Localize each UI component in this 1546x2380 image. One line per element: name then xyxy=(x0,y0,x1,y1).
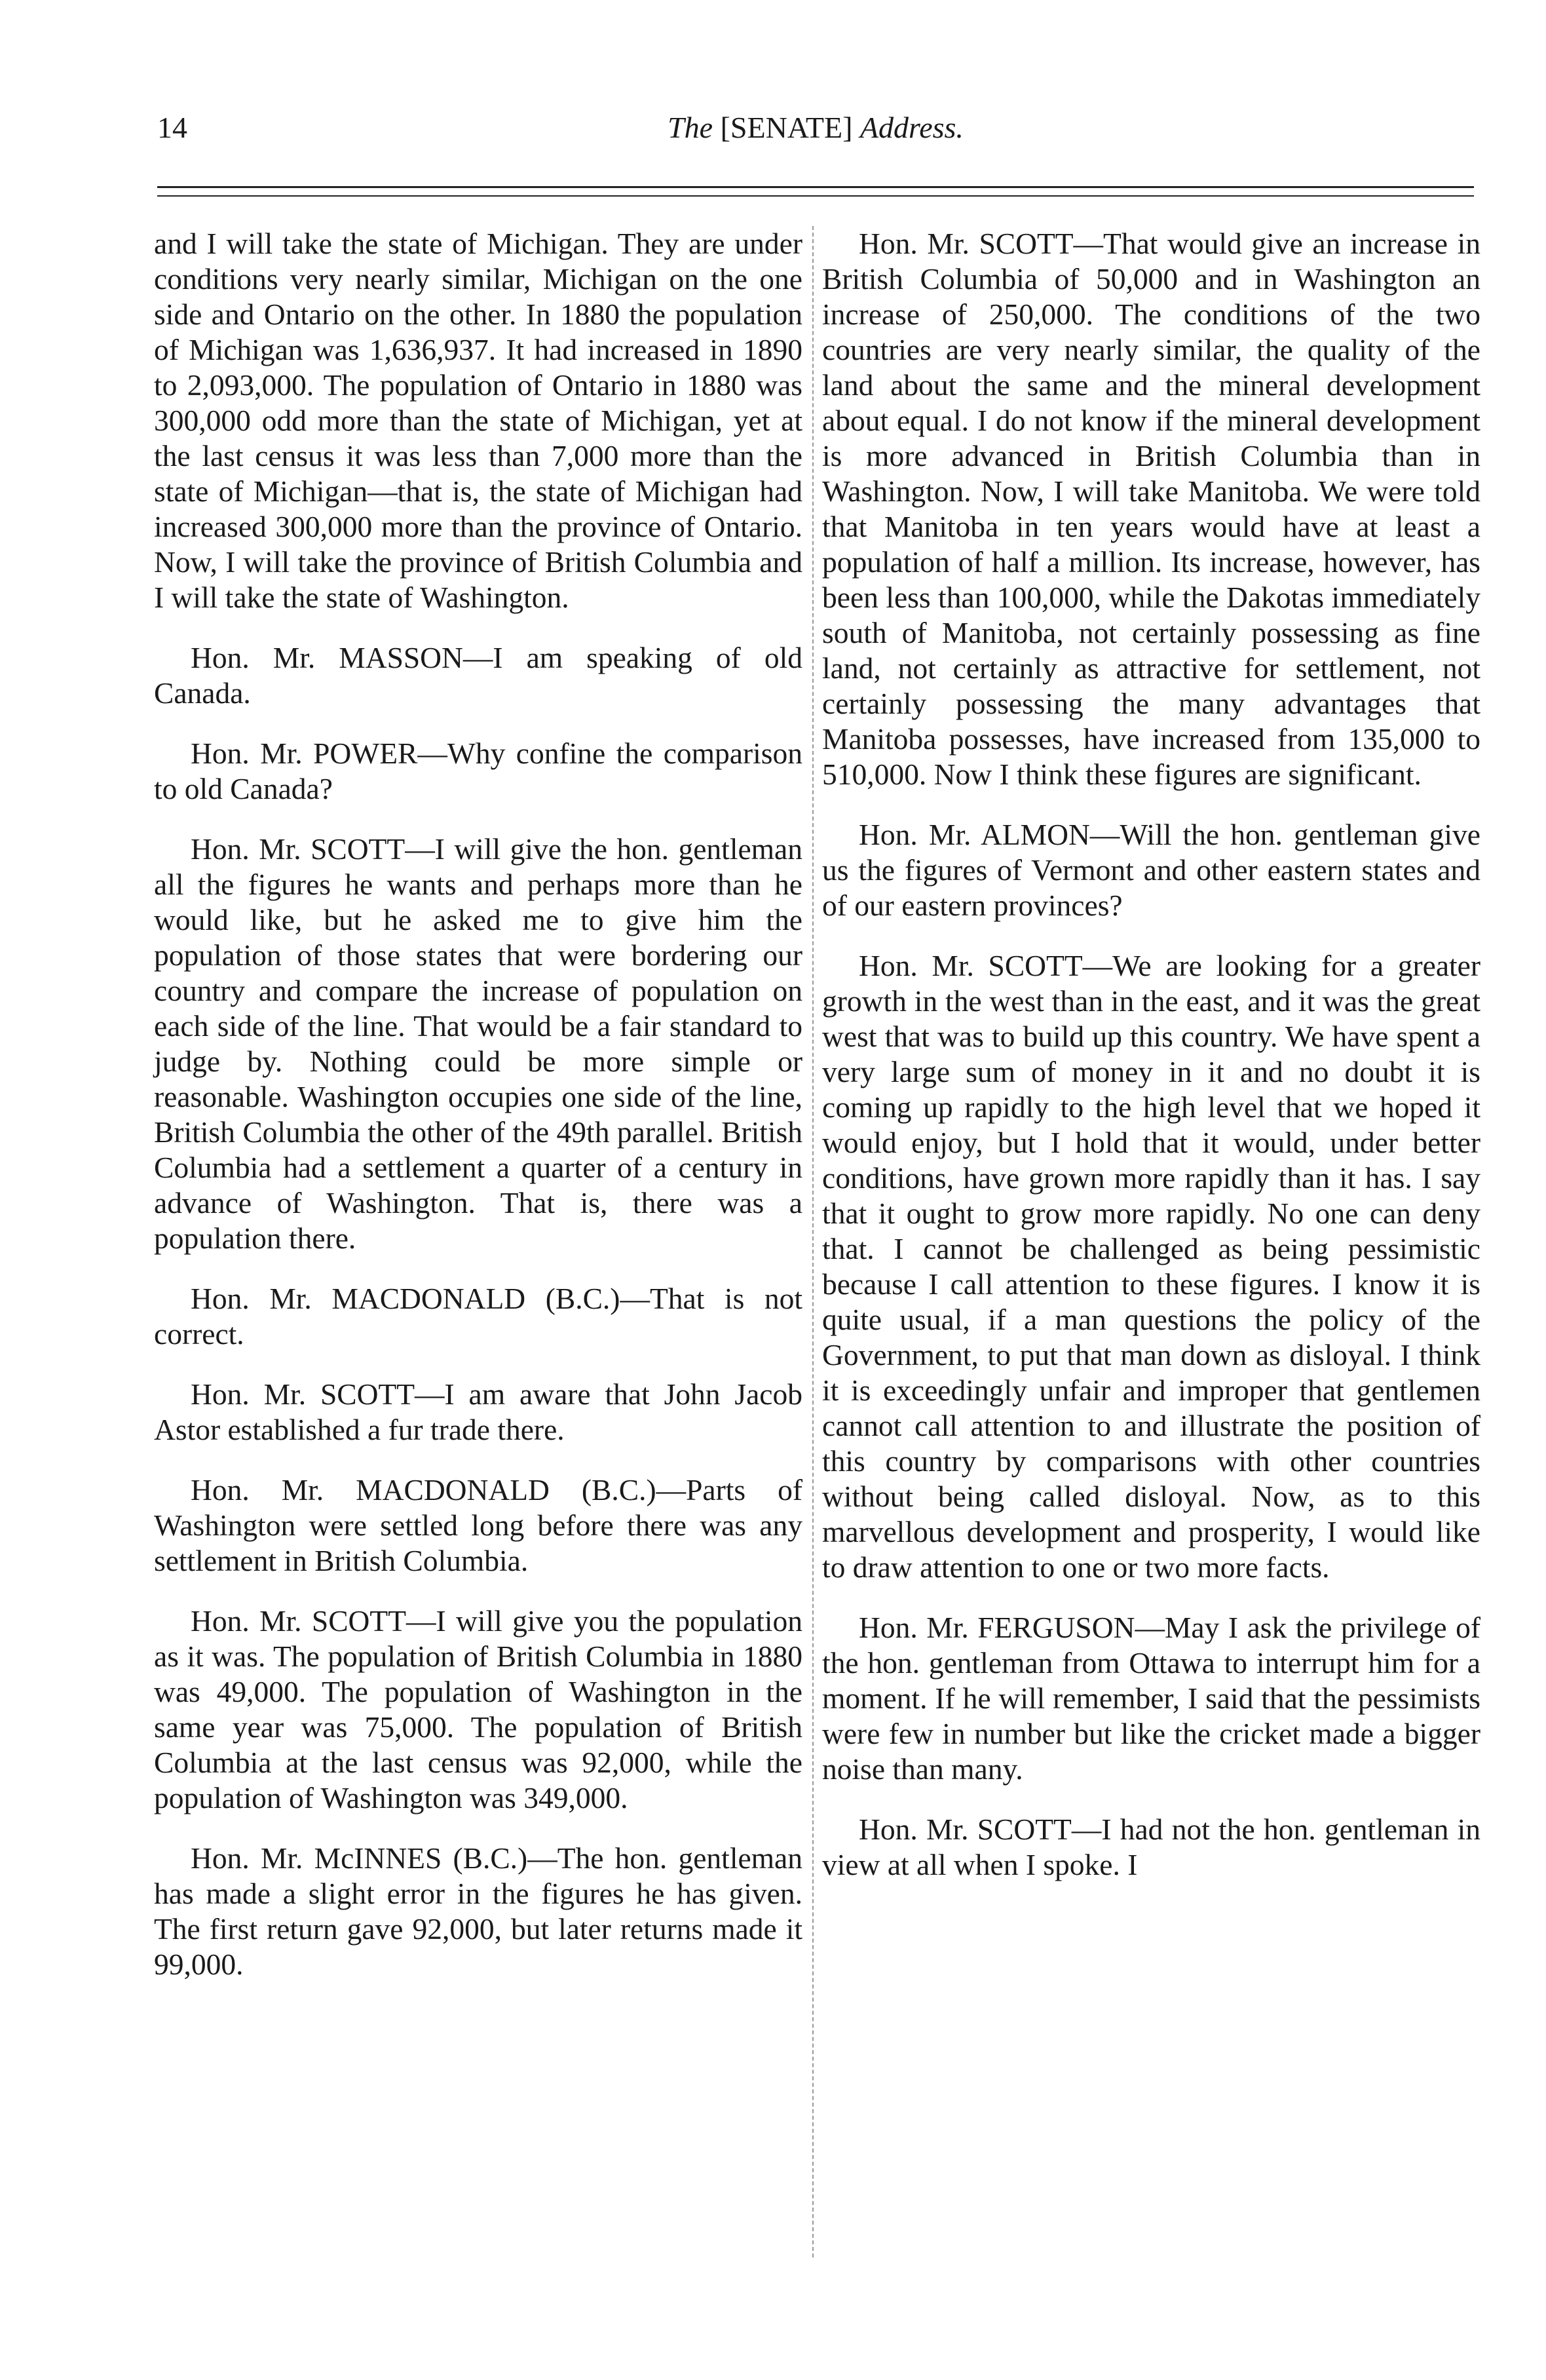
paragraph: Hon. Mr. MACDONALD (B.C.)—Parts of Washington were settled long before there was any settlement in British Columbia. xyxy=(154,1473,802,1577)
left-column xyxy=(154,226,802,2007)
title-bracket: [SENATE] xyxy=(720,111,853,144)
title-prefix: The xyxy=(668,111,713,144)
header-rule-top xyxy=(157,186,1474,188)
right-column xyxy=(822,226,1480,1908)
paragraph: Hon. Mr. ALMON—Will the hon. gentleman give us the figures of Vermont and other eastern states and of our eastern provinces? xyxy=(822,818,1480,922)
paragraph: Hon. Mr. SCOTT—That would give an increase in British Columbia of 50,000 and in Washington an increase of 250,000. The conditions of the two countries are very nearly similar, the quality of the land about the same and the mineral development about equal. I do not know if the mineral development is more advanced in British Columbia than in Washington. Now, I will take Manitoba. We were told that Manitoba in ten years would have at least a population of half a million. Its increase, however, has been less than 100,000, while the Dakotas immediately south of Manitoba, not certainly possessing as fine land, not certainly as attractive for settlement, not certainly possessing the many advantages that Manitoba possesses, have increased from 135,000 to 510,000. Now I think these figures are significant. xyxy=(822,227,1480,791)
column-divider xyxy=(812,226,814,2257)
paragraph: Hon. Mr. POWER—Why confine the comparison to old Canada? xyxy=(154,737,802,805)
paragraph: Hon. Mr. McINNES (B.C.)—The hon. gentleman has made a slight error in the figures he has given. The first return gave 92,000, but later returns made it 99,000. xyxy=(154,1841,802,1981)
paragraph: Hon. Mr. SCOTT—I am aware that John Jacob Astor established a fur trade there. xyxy=(154,1377,802,1446)
title-suffix: Address. xyxy=(859,111,964,144)
page-number: 14 xyxy=(157,111,187,144)
header-rule-bottom xyxy=(157,195,1474,197)
paragraph: Hon. Mr. SCOTT—We are looking for a greater growth in the west than in the east, and it was the great west that was to build up this country. We have spent a very large sum of money in it and no doubt it is coming up rapidly to the high level that we hoped it would enjoy, but I hold that it would, under better conditions, have grown more rapidly than it has. I say that it ought to grow more rapidly. No one can deny that. I cannot be challenged as being pessimistic because I call attention to these figures. I know it is quite usual, if a man questions the policy of the Government, to put that man down as disloyal. I think it is exceedingly unfair and improper that gentlemen cannot call attention to and illustrate the position of this country by comparisons with other countries without being called disloyal. Now, as to this marvellous development and prosperity, I would like to draw attention to one or two more facts. xyxy=(822,949,1480,1584)
paragraph: Hon. Mr. SCOTT—I had not the hon. gentleman in view at all when I spoke. I xyxy=(822,1813,1480,1881)
paragraph: Hon. Mr. MACDONALD (B.C.)—That is not correct. xyxy=(154,1282,802,1351)
page-header xyxy=(157,110,1474,163)
paragraph: and I will take the state of Michigan. They are under conditions very nearly similar, Michigan on the one side and Ontario on the other. In 1880 the population of Michigan was 1,636,937. It had increased in 1890 to 2,093,000. The population of Ontario in 1880 was 300,000 odd more than the state of Michigan, yet at the last census it was less than 7,000 more than the state of Michigan—that is, the state of Michigan had increased 300,000 more than the province of Ontario. Now, I will take the province of British Columbia and I will take the state of Washington. xyxy=(154,227,802,614)
running-title xyxy=(157,110,1474,145)
paragraph: Hon. Mr. SCOTT—I will give you the population as it was. The population of British Columbia in 1880 was 49,000. The population of Washington in the same year was 75,000. The population of British Columbia at the last census was 92,000, while the population of Washington was 349,000. xyxy=(154,1604,802,1814)
paragraph: Hon. Mr. FERGUSON—May I ask the privilege of the hon. gentleman from Ottawa to interrupt him for a moment. If he will remember, I said that the pessimists were few in number but like the cricket made a bigger noise than many. xyxy=(822,1611,1480,1786)
paragraph: Hon. Mr. SCOTT—I will give the hon. gentleman all the figures he wants and perhaps more than he would like, but he asked me to give him the population of those states that were bordering our country and compare the increase of population on each side of the line. That would be a fair standard to judge by. Nothing could be more simple or reasonable. Washington occupies one side of the line, British Columbia the other of the 49th parallel. British Columbia had a settlement a quarter of a century in advance of Washington. That is, there was a population there. xyxy=(154,832,802,1255)
paragraph: Hon. Mr. MASSON—I am speaking of old Canada. xyxy=(154,641,802,710)
